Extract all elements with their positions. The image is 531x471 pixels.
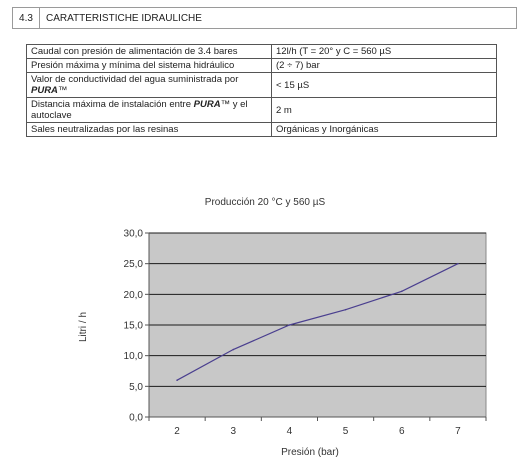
data-point xyxy=(232,349,234,351)
spec-param: Presión máxima y mínima del sistema hidráulico xyxy=(27,59,272,73)
y-tick-label: 25,0 xyxy=(123,259,143,271)
spec-param: Sales neutralizadas por las resinas xyxy=(27,123,272,137)
y-axis-title: Litri / h xyxy=(78,311,89,343)
x-tick-label: 4 xyxy=(286,426,293,437)
spec-value: 2 m xyxy=(272,98,497,123)
y-tick-label: 30,0 xyxy=(123,228,143,240)
section-number: 4.3 xyxy=(13,8,40,28)
chart-title: Producción 20 °C y 560 µS xyxy=(204,197,326,208)
x-axis-title: Presión (bar) xyxy=(281,447,339,458)
spec-param-text: Distancia máxima de instalación entre xyxy=(31,99,191,110)
trademark-symbol: ™ xyxy=(57,85,68,96)
pura-brand: PURA xyxy=(31,85,58,96)
spec-param-suffix: ™ y el autoclave xyxy=(31,99,248,121)
x-tick-label: 6 xyxy=(398,426,405,437)
data-point xyxy=(289,324,291,326)
pura-brand: PURA xyxy=(193,99,221,110)
x-tick-label: 5 xyxy=(342,426,349,437)
spec-value: Orgánicas y Inorgánicas xyxy=(272,123,497,137)
y-tick-label: 0,0 xyxy=(129,412,143,424)
section-title: CARATTERISTICHE IDRAULICHE xyxy=(46,12,202,24)
data-point xyxy=(345,309,347,311)
data-point xyxy=(401,290,403,292)
x-tick-label: 2 xyxy=(174,426,180,437)
y-tick-label: 15,0 xyxy=(123,320,143,332)
spec-value: (2 ÷ 7) bar xyxy=(272,59,497,73)
spec-param-text: Valor de conductividad del agua suministrada por xyxy=(31,74,239,85)
y-tick-label: 20,0 xyxy=(123,289,143,301)
data-point xyxy=(457,263,459,265)
y-tick-label: 10,0 xyxy=(123,351,143,363)
data-point xyxy=(176,379,178,381)
x-tick-label: 3 xyxy=(230,426,237,437)
y-tick-label: 5,0 xyxy=(129,381,143,393)
x-tick-label: 7 xyxy=(455,426,461,437)
spec-value: 12l/h (T = 20° y C = 560 µS xyxy=(272,45,497,59)
spec-param: Caudal con presión de alimentación de 3.4 bares xyxy=(27,45,272,59)
spec-value: < 15 µS xyxy=(272,73,497,98)
